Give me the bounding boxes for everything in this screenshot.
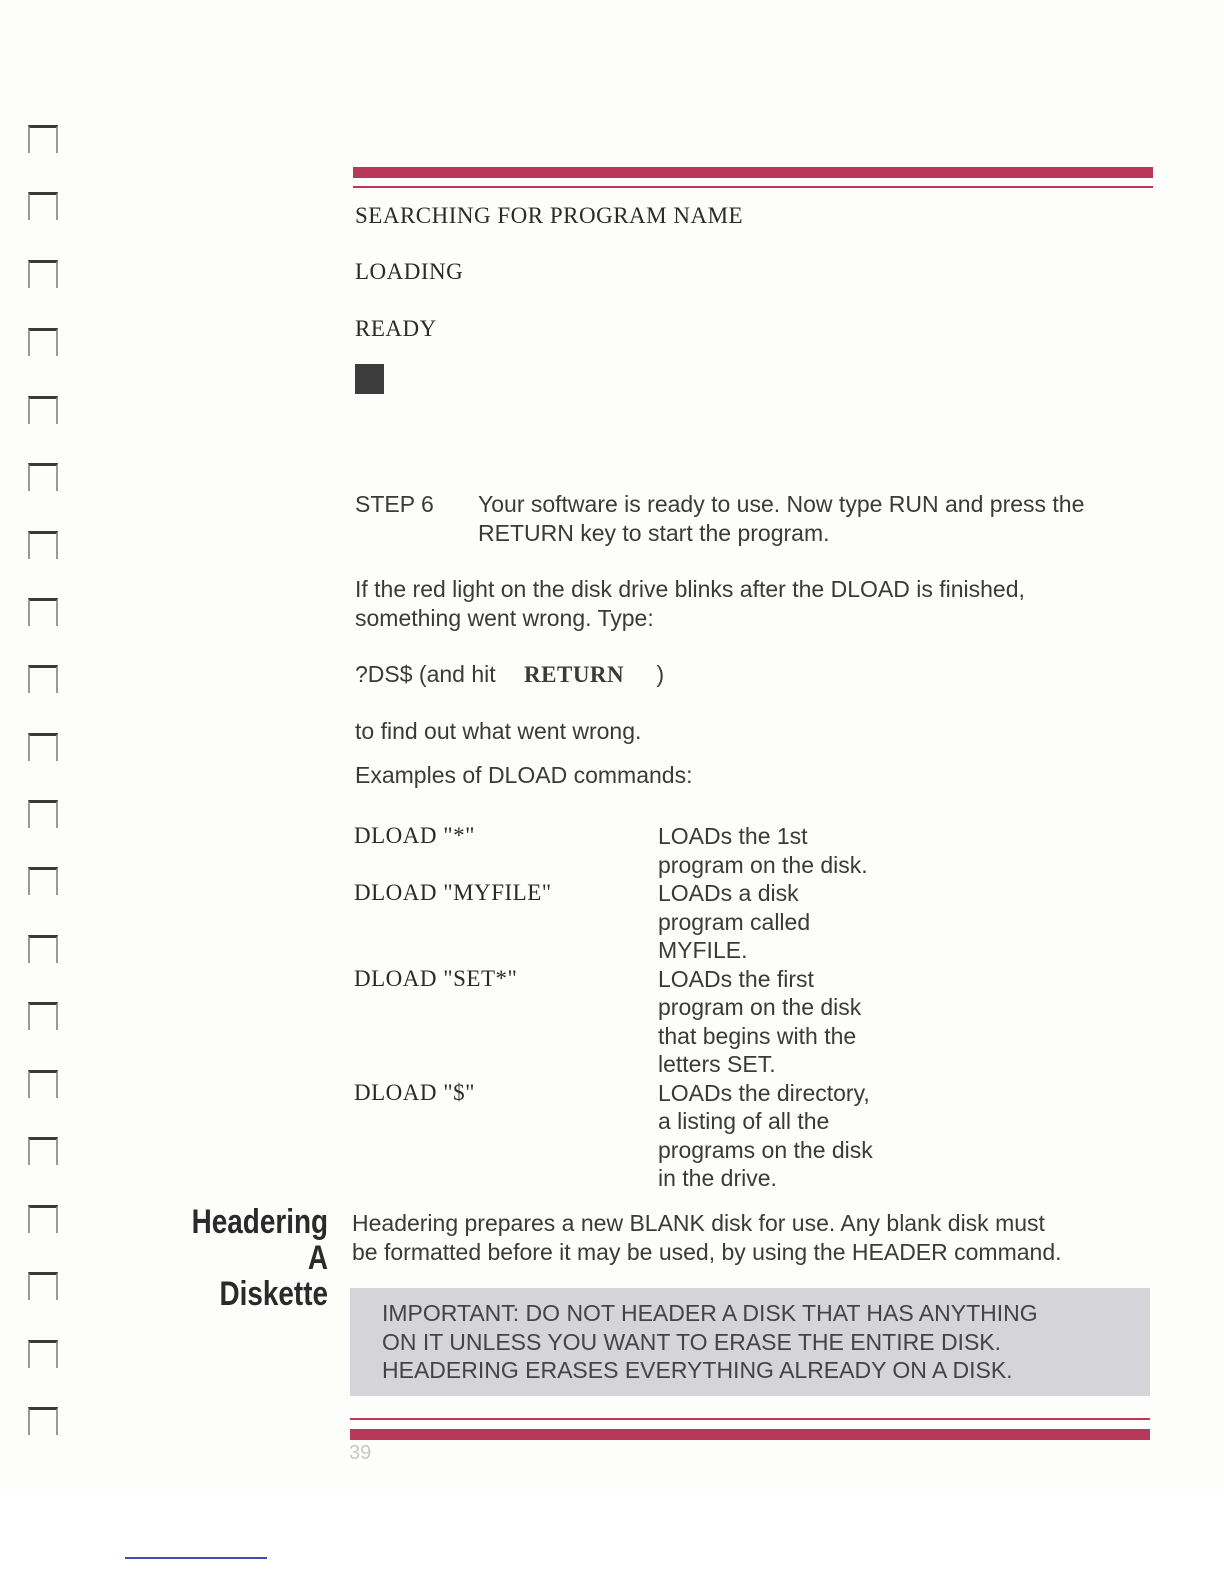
table-row <box>354 879 914 965</box>
bottom-rule-thin <box>350 1418 1150 1420</box>
error-after: to find out what went wrong. <box>355 718 642 744</box>
binding-ring <box>28 531 58 559</box>
command-description <box>658 879 908 965</box>
description-line: programs on the disk <box>658 1136 873 1163</box>
examples-heading: Examples of DLOAD commands: <box>355 762 693 788</box>
binding-ring <box>28 1272 58 1300</box>
ds-prefix: ?DS$ (and hit <box>355 661 496 687</box>
description-line: letters SET. <box>658 1051 776 1077</box>
heading-line: A <box>307 1239 328 1277</box>
step6-label: STEP 6 <box>355 491 434 517</box>
page-number: 39 <box>349 1442 372 1464</box>
screen-line-searching: SEARCHING FOR PROGRAM NAME <box>355 203 744 228</box>
top-rule-thin <box>353 186 1153 188</box>
description-line: LOADs the 1st <box>658 823 808 849</box>
description-line: a listing of all the <box>658 1108 830 1134</box>
binding-ring <box>28 1205 58 1233</box>
description-line: LOADs the directory, <box>658 1079 870 1106</box>
binding-ring <box>28 396 58 424</box>
description-line: program on the disk. <box>658 851 868 878</box>
command-description <box>658 965 908 1079</box>
binding-ring <box>28 192 58 220</box>
binding-ring <box>28 1002 58 1030</box>
binding-ring <box>28 125 58 153</box>
binding-ring <box>28 598 58 626</box>
step6-text-line: Your software is ready to use. Now type RUN and press the <box>478 491 1085 517</box>
step6-text-line: RETURN key to start the program. <box>478 520 830 546</box>
important-line: HEADERING ERASES EVERYTHING ALREADY ON A DISK. <box>382 1357 1013 1383</box>
description-line: program on the disk <box>658 994 862 1020</box>
binding-ring <box>28 800 58 828</box>
heading-line: Headering <box>191 1203 328 1241</box>
binding-ring <box>28 1407 58 1435</box>
description-line: in the drive. <box>658 1165 777 1191</box>
spiral-binding <box>24 0 64 1490</box>
table-row <box>354 822 914 879</box>
command-code: DLOAD "MYFILE" <box>354 880 552 905</box>
binding-ring <box>28 328 58 356</box>
command-code: DLOAD "*" <box>354 823 476 848</box>
dload-examples-table <box>354 822 914 1193</box>
step6-text <box>478 490 1178 548</box>
table-row <box>354 965 914 1079</box>
binding-ring <box>28 733 58 761</box>
description-line: MYFILE. <box>658 937 748 963</box>
ds-suffix: ) <box>656 661 665 687</box>
binding-ring <box>28 463 58 491</box>
top-rule-thick <box>353 167 1153 178</box>
error-paragraph <box>355 575 1155 633</box>
section-heading-headering <box>182 1204 328 1312</box>
headering-line: Headering prepares a new BLANK disk for use. Any blank disk must <box>352 1210 1045 1236</box>
binding-ring <box>28 867 58 895</box>
error-line: something went wrong. Type: <box>355 605 654 631</box>
ds-instruction <box>355 660 664 689</box>
headering-line: be formatted before it may be used, by using the HEADER command. <box>352 1239 1062 1265</box>
command-description <box>658 1079 908 1193</box>
screen-cursor <box>355 364 384 394</box>
headering-paragraph <box>352 1209 1152 1267</box>
bottom-rule-thick <box>350 1429 1150 1440</box>
important-line: ON IT UNLESS YOU WANT TO ERASE THE ENTIRE DISK. <box>382 1328 1002 1355</box>
binding-ring <box>28 260 58 288</box>
screen-line-loading: LOADING <box>355 259 464 284</box>
link-underline-mark <box>125 1557 267 1559</box>
description-line: program called <box>658 908 811 935</box>
return-key-label: RETURN <box>524 662 625 687</box>
description-line: LOADs the first <box>658 965 814 992</box>
important-callout <box>350 1288 1150 1396</box>
description-line: LOADs a disk <box>658 880 799 906</box>
description-line: that begins with the <box>658 1022 857 1049</box>
table-row <box>354 1079 914 1193</box>
error-line: If the red light on the disk drive blinks after the DLOAD is finished, <box>355 576 1025 602</box>
command-code: DLOAD "$" <box>354 1079 476 1105</box>
binding-ring <box>28 665 58 693</box>
binding-ring <box>28 935 58 963</box>
binding-ring <box>28 1070 58 1098</box>
screen-line-ready: READY <box>355 316 437 341</box>
heading-line: Diskette <box>219 1275 328 1313</box>
binding-ring <box>28 1137 58 1165</box>
command-description <box>658 822 908 879</box>
important-line: IMPORTANT: DO NOT HEADER A DISK THAT HAS ANYTHING <box>382 1300 1038 1326</box>
command-code: DLOAD "SET*" <box>354 965 518 991</box>
binding-ring <box>28 1340 58 1368</box>
